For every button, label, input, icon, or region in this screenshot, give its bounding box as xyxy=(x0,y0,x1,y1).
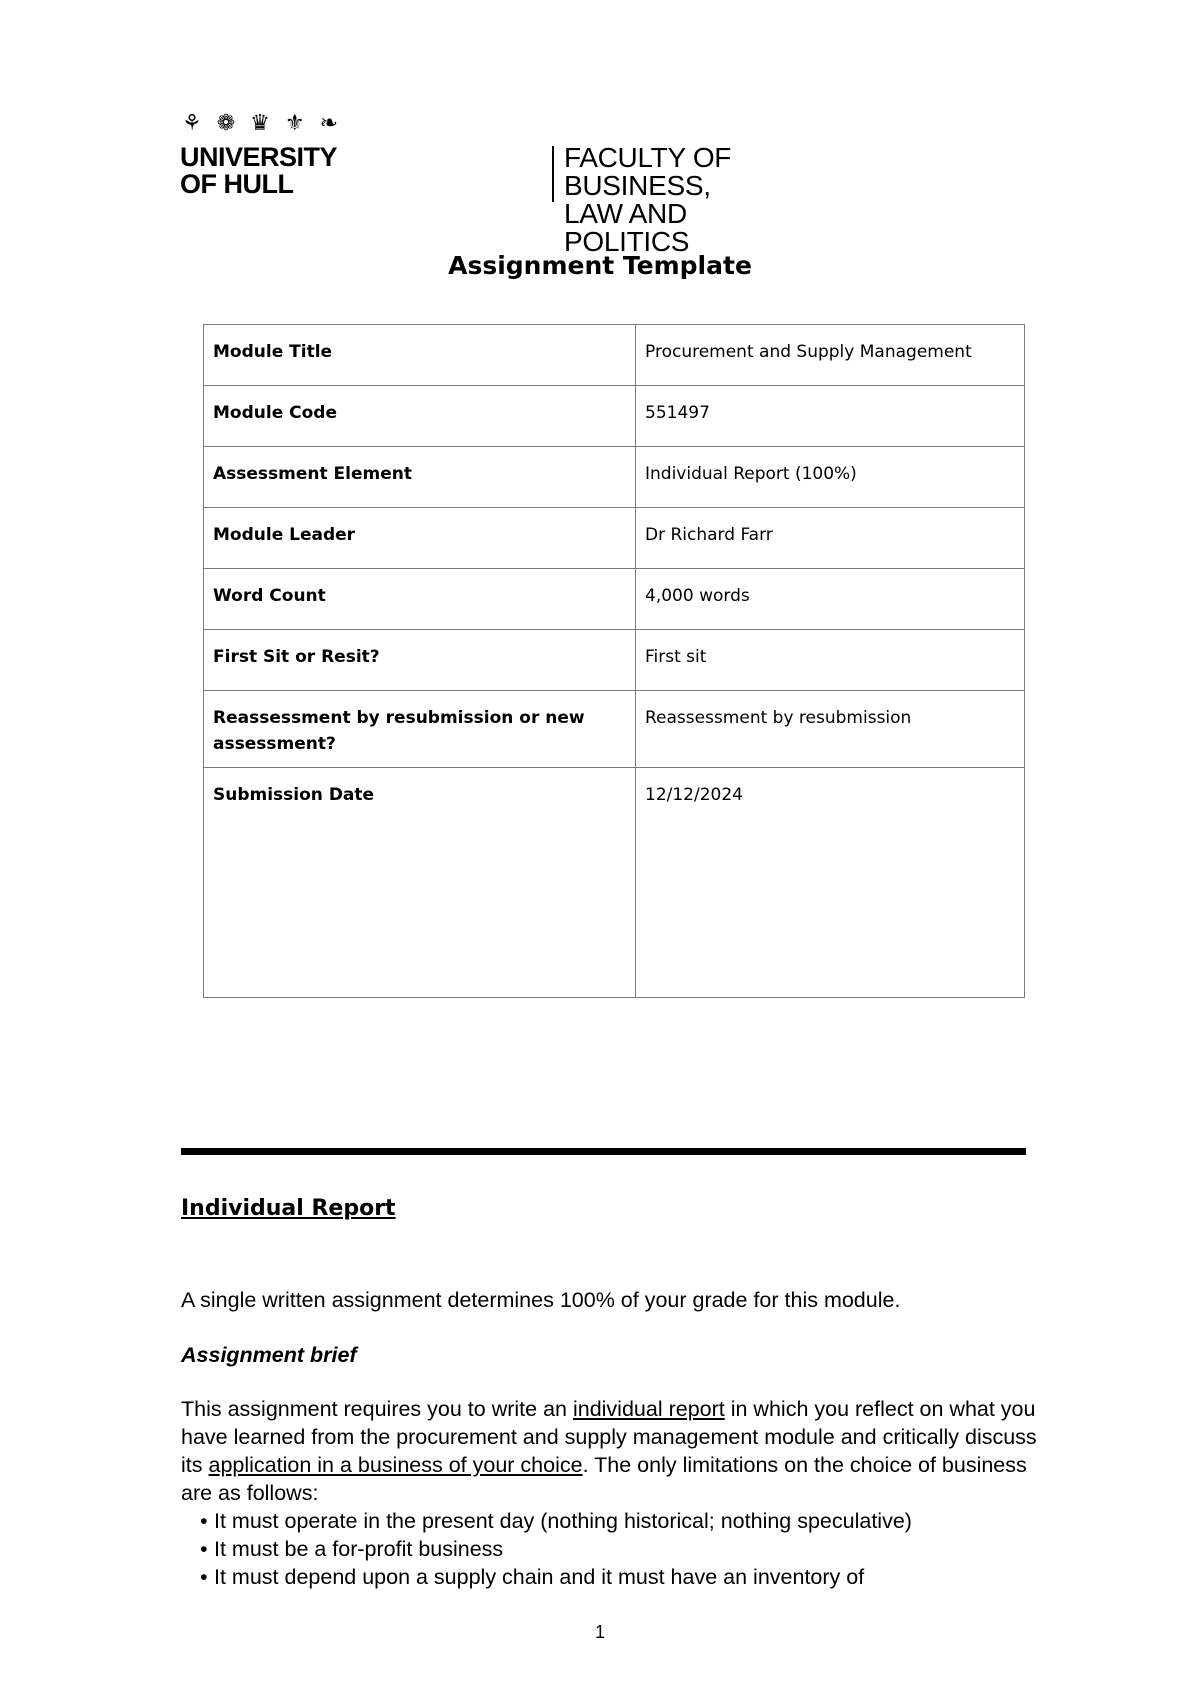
brief-paragraph xyxy=(181,1395,1041,1591)
list-item-text: It must depend upon a supply chain and it must have an inventory of xyxy=(214,1565,865,1589)
brief-text-3: . The only limitations on the choice of business are as follows: xyxy=(181,1453,1027,1505)
university-name-line2: OF HULL xyxy=(180,169,294,199)
table-row xyxy=(204,386,1025,447)
faculty-name-line2: LAW AND POLITICS xyxy=(564,198,690,257)
faculty-name-line1: FACULTY OF BUSINESS, xyxy=(564,142,732,201)
table-row xyxy=(204,325,1025,386)
row-value: Procurement and Supply Management xyxy=(636,325,1025,386)
individual-report-emphasis: individual report xyxy=(572,1397,725,1421)
crest-icons: ⚘ ❁ ♛ ⚜ ❧ xyxy=(182,111,343,136)
table-row xyxy=(204,630,1025,691)
intro-paragraph: A single written assignment determines 100% of your grade for this module. xyxy=(181,1288,901,1312)
row-value: Reassessment by resubmission xyxy=(636,691,1025,768)
page-number: 1 xyxy=(594,1622,605,1642)
row-key: Submission Date xyxy=(204,768,636,998)
brief-text-1: This assignment requires you to write an xyxy=(181,1397,573,1421)
brief-heading: Assignment brief xyxy=(181,1343,357,1367)
row-key: Module Title xyxy=(204,325,636,386)
table-row xyxy=(204,447,1025,508)
list-item xyxy=(200,1535,1041,1563)
row-value: 551497 xyxy=(636,386,1025,447)
row-value: 12/12/2024 xyxy=(636,768,1025,998)
row-value: 4,000 words xyxy=(636,569,1025,630)
row-key: Module Leader xyxy=(204,508,636,569)
list-item xyxy=(200,1563,1041,1591)
university-name-line1: UNIVERSITY xyxy=(180,142,338,172)
bullet-icon: • xyxy=(200,1509,208,1533)
table-row xyxy=(204,768,1025,998)
row-key: Reassessment by resubmission or new assessment? xyxy=(204,691,636,768)
list-item-text: It must operate in the present day (nothing historical; nothing speculative) xyxy=(214,1509,912,1533)
table-row xyxy=(204,569,1025,630)
logo-divider xyxy=(552,146,554,202)
business-limitations-list xyxy=(181,1507,1041,1591)
section-heading: Individual Report xyxy=(181,1196,396,1221)
bullet-icon: • xyxy=(200,1565,208,1589)
row-key: Module Code xyxy=(204,386,636,447)
application-emphasis: application in a business of your choice xyxy=(208,1453,583,1477)
bullet-icon: • xyxy=(200,1537,208,1561)
brief-text-2: in which you reflect on what you have learned from the procurement and supply management module and critically discuss its xyxy=(181,1397,1037,1477)
document-title: Assignment Template xyxy=(448,251,752,280)
row-value: Individual Report (100%) xyxy=(636,447,1025,508)
assignment-info-table xyxy=(203,324,1025,998)
row-value: Dr Richard Farr xyxy=(636,508,1025,569)
faculty-name xyxy=(564,144,740,256)
row-key: Word Count xyxy=(204,569,636,630)
table-row xyxy=(204,691,1025,768)
list-item-text: It must be a for-profit business xyxy=(214,1537,504,1561)
list-item xyxy=(200,1507,1041,1535)
university-name xyxy=(180,144,337,198)
row-key: Assessment Element xyxy=(204,447,636,508)
row-key: First Sit or Resit? xyxy=(204,630,636,691)
row-value: First sit xyxy=(636,630,1025,691)
section-divider xyxy=(181,1148,1026,1155)
university-logo xyxy=(180,108,740,257)
table-row xyxy=(204,508,1025,569)
